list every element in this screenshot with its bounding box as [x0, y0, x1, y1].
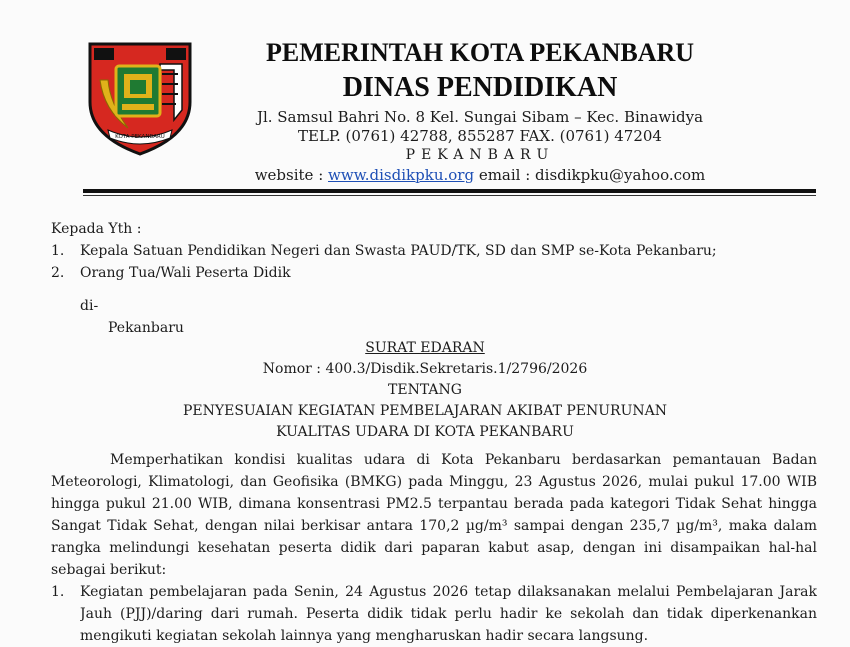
point-line: Jauh (PJJ)/daring dari rumah. Peserta didik tidak perlu hadir ke sekolah dan tidak diperkenankan — [80, 606, 817, 622]
point-text — [80, 581, 817, 647]
letter-subject-line1: PENYESUAIAN KEGIATAN PEMBELAJARAN AKIBAT PENURUNAN — [182, 403, 667, 419]
paragraph-line: sebagai berikut: — [51, 562, 167, 578]
point-line: mengikuti kegiatan sekolah lainnya yang mengharuskan hadir secara langsung. — [80, 628, 649, 644]
recipient-number: 1. — [51, 243, 65, 259]
letter-number: Nomor : 400.3/Disdik.Sekretaris.1/2796/2026 — [262, 361, 588, 377]
letterhead-phone: TELP. (0761) 42788, 855287 FAX. (0761) 47204 — [298, 127, 662, 145]
paragraph-line: Meteorologi, Klimatologi, dan Geofisika (BMKG) pada Minggu, 23 Agustus 2026, mulai pukul 17.00 WIB — [51, 474, 817, 490]
recipient-intro: Kepada Yth : — [51, 221, 142, 237]
point-line: Kegiatan pembelajaran pada Senin, 24 Agustus 2026 tetap dilaksanakan melalui Pembelajaran Jarak — [80, 584, 817, 600]
city-emblem-logo — [84, 40, 196, 158]
paragraph-line: rangka melindungi kesehatan peserta didik dari paparan kabut asap, dengan ini disampaikan hal-hal — [51, 540, 817, 556]
svg-text:KOTA PEKANBARU: KOTA PEKANBARU — [115, 134, 165, 140]
letter-about: TENTANG — [388, 382, 462, 398]
paragraph-line: hingga pukul 21.00 WIB, dimana konsentrasi PM2.5 terpantau berada pada kategori Tidak Sehat hingga — [51, 496, 817, 512]
letterhead-address: Jl. Samsul Bahri No. 8 Kel. Sungai Sibam – Kec. Binawidya — [256, 108, 704, 126]
recipient-di: di- — [80, 298, 99, 314]
website-link[interactable]: www.disdikpku.org — [328, 166, 475, 184]
email-text: email : disdikpku@yahoo.com — [474, 166, 706, 184]
letterhead — [200, 38, 760, 185]
letterhead-contact — [200, 165, 760, 185]
recipient-place: Pekanbaru — [108, 320, 184, 336]
letterhead-divider-thick — [83, 189, 816, 193]
recipient-item: Kepala Satuan Pendidikan Negeri dan Swasta PAUD/TK, SD dan SMP se-Kota Pekanbaru; — [80, 243, 717, 259]
letter-subject-line2: KUALITAS UDARA DI KOTA PEKANBARU — [276, 424, 574, 440]
paragraph-line: Sangat Tidak Sehat, dengan nilai berkisar antara 170,2 µg/m³ sampai dengan 235,7 µg/m³, maka dalam — [51, 518, 817, 534]
letterhead-city: PEKANBARU — [405, 147, 555, 163]
paragraph-line: Memperhatikan kondisi kualitas udara di Kota Pekanbaru berdasarkan pemantauan Badan — [110, 452, 817, 468]
letterhead-department: DINAS PENDIDIKAN — [342, 72, 618, 103]
letterhead-government: PEMERINTAH KOTA PEKANBARU — [265, 38, 695, 67]
letter-title: SURAT EDARAN — [365, 340, 485, 356]
point-number: 1. — [51, 584, 65, 600]
website-prefix: website : — [254, 166, 329, 184]
letterhead-divider-thin — [83, 195, 816, 196]
recipient-item: Orang Tua/Wali Peserta Didik — [80, 265, 291, 281]
body-paragraph — [51, 449, 817, 581]
recipient-number: 2. — [51, 265, 65, 281]
